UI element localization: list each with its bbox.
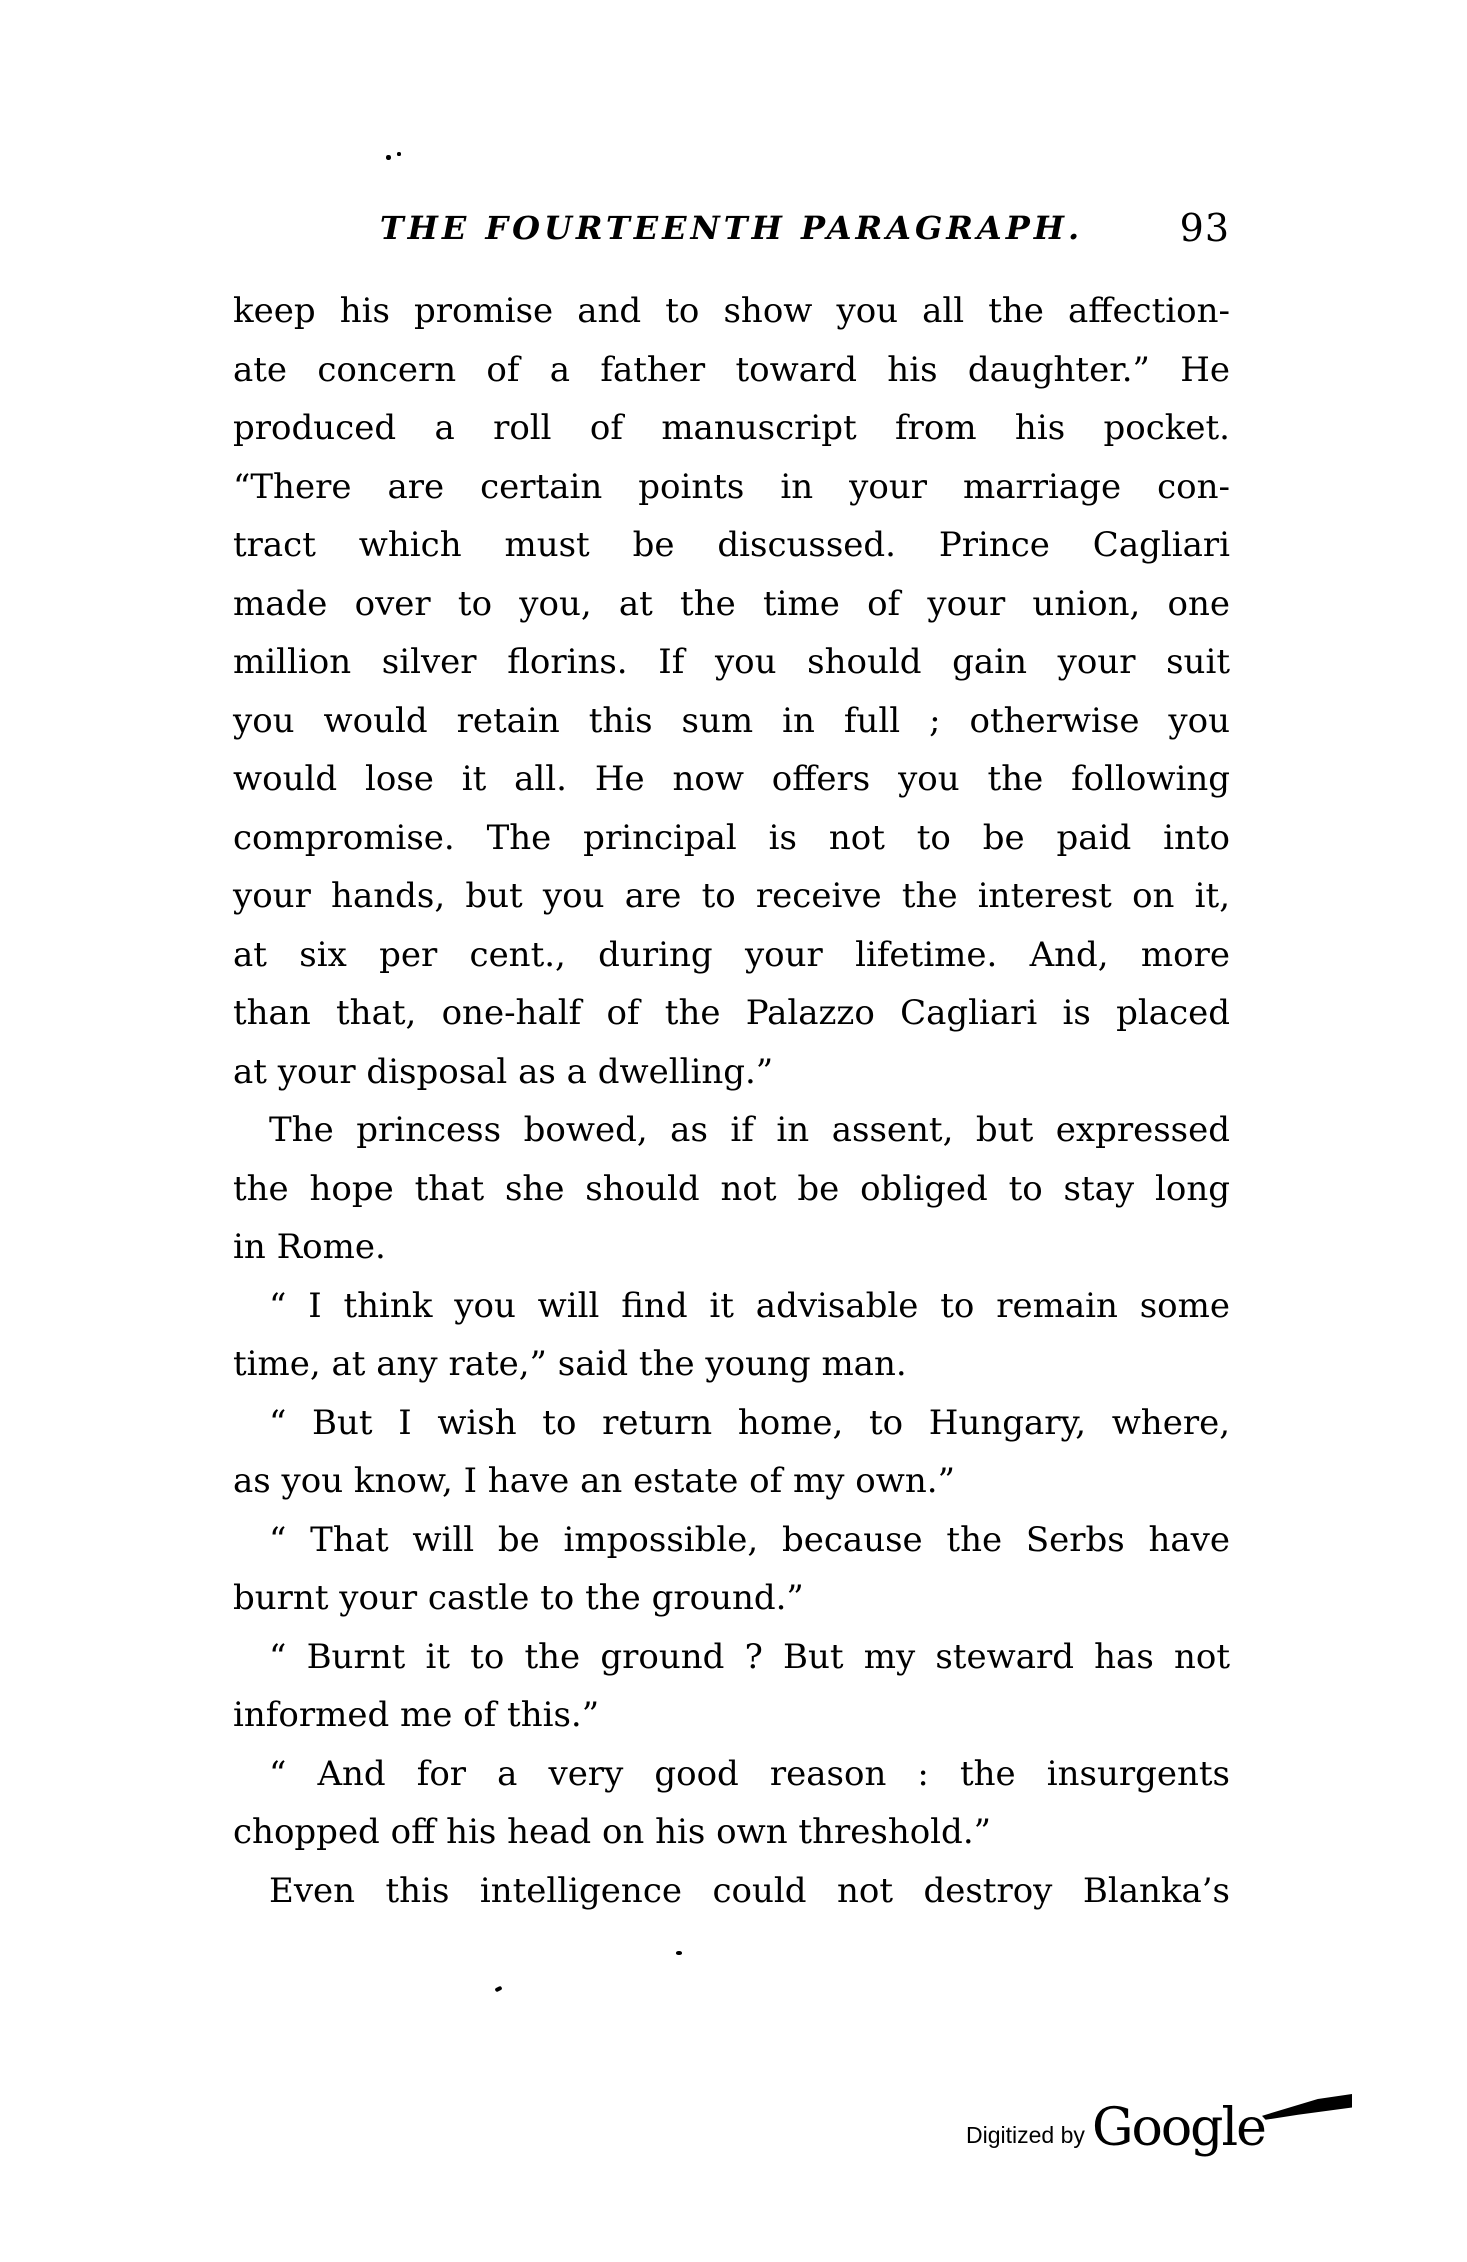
text-line: “ But I wish to return home, to Hungary, where, [269, 1402, 1230, 1443]
scan-speck [494, 1986, 502, 1993]
paragraph [233, 1101, 1230, 1277]
text-line: you would retain this sum in full ; otherwise you [233, 700, 1230, 741]
text-line: burnt your castle to the ground.” [233, 1578, 804, 1618]
text-line: “ And for a very good reason : the insurgents [269, 1753, 1230, 1794]
paragraph [233, 1394, 1230, 1511]
body-text [233, 282, 1230, 1920]
scan-speck [397, 152, 401, 156]
text-line: million silver florins. If you should gain your suit [233, 642, 1230, 682]
running-head [233, 206, 1230, 250]
paragraph [233, 282, 1230, 1101]
text-line: would lose it all. He now offers you the following [233, 759, 1230, 799]
text-line: The princess bowed, as if in assent, but expressed [269, 1110, 1230, 1150]
paragraph [233, 1277, 1230, 1394]
text-line: at your disposal as a dwelling.” [233, 1051, 774, 1092]
text-line: chopped off his head on his own threshold.” [233, 1812, 992, 1852]
google-logo: Google [1092, 2098, 1265, 2158]
text-line: at six per cent., during your lifetime. And, more [233, 934, 1230, 975]
text-line: “ I think you will find it advisable to remain some [269, 1285, 1230, 1326]
text-line: ate concern of a father toward his daughter.” He [233, 349, 1230, 390]
digitization-credit [966, 2098, 1366, 2168]
text-line: as you know, I have an estate of my own.” [233, 1461, 955, 1501]
text-line: “ Burnt it to the ground ? But my steward has not [269, 1636, 1230, 1677]
text-line: time, at any rate,” said the young man. [233, 1344, 907, 1384]
page-number: 93 [1179, 206, 1230, 250]
text-line: “ That will be impossible, because the Serbs have [269, 1519, 1230, 1560]
digitized-by-label: Digitized by [966, 2122, 1085, 2148]
paragraph [233, 1628, 1230, 1745]
arrow-artifact-icon [1262, 2094, 1352, 2122]
text-line: Even this intelligence could not destroy Blanka’s [269, 1870, 1230, 1911]
text-line: produced a roll of manuscript from his pocket. [233, 408, 1230, 448]
paragraph [233, 1862, 1230, 1921]
paragraph [233, 1511, 1230, 1628]
scan-speck [386, 155, 391, 160]
text-line: than that, one-half of the Palazzo Cagliari is placed [233, 993, 1230, 1033]
text-line: made over to you, at the time of your union, one [233, 583, 1230, 624]
text-line: tract which must be discussed. Prince Cagliari [233, 525, 1230, 565]
text-line: compromise. The principal is not to be paid into [233, 817, 1230, 858]
text-line: your hands, but you are to receive the interest on it, [233, 876, 1230, 916]
text-line: in Rome. [233, 1227, 386, 1267]
scan-speck [676, 1951, 682, 1955]
text-line: “There are certain points in your marriage con- [233, 466, 1230, 507]
text-line: the hope that she should not be obliged to stay long [233, 1168, 1230, 1209]
page-title: THE FOURTEENTH PARAGRAPH. [379, 209, 1084, 247]
paragraph [233, 1745, 1230, 1862]
text-line: keep his promise and to show you all the affection- [233, 291, 1230, 331]
text-line: informed me of this.” [233, 1695, 600, 1735]
